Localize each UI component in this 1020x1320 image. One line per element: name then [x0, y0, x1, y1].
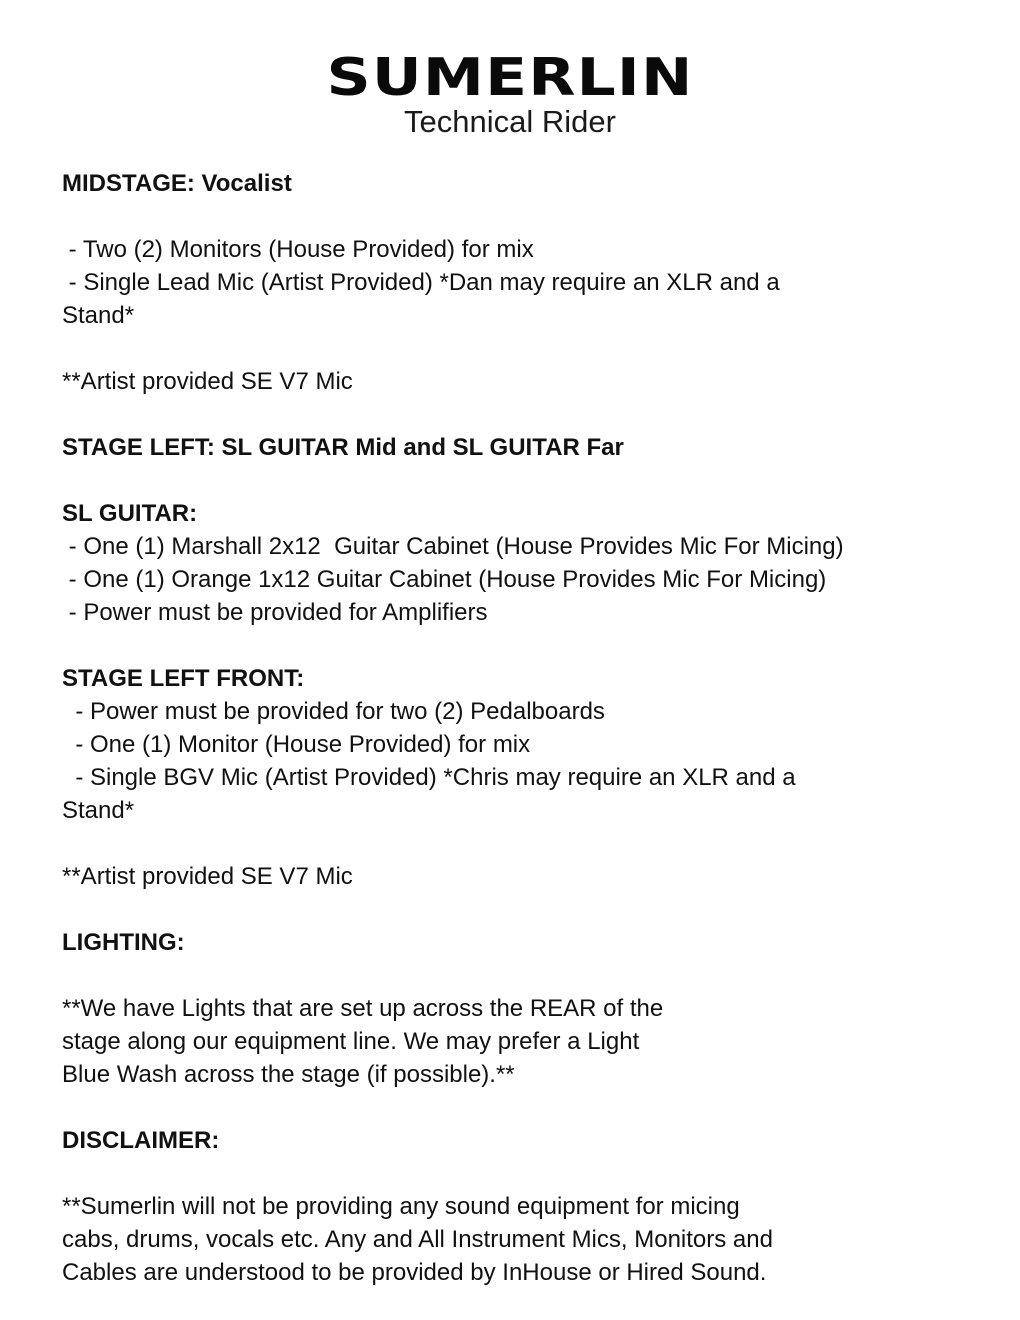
- midstage-item: - Single Lead Mic (Artist Provided) *Dan may require an XLR and a: [62, 269, 780, 296]
- stage-left-front-item: - One (1) Monitor (House Provided) for mix: [62, 731, 531, 758]
- midstage-item: Stand*: [62, 302, 135, 329]
- midstage-note: **Artist provided SE V7 Mic: [62, 368, 353, 395]
- spacer: [62, 629, 962, 662]
- spacer: [62, 464, 962, 497]
- lighting-text: stage along our equipment line. We may prefer a Light: [62, 1028, 640, 1055]
- stage-left-front-note: **Artist provided SE V7 Mic: [62, 863, 353, 890]
- spacer: [62, 959, 962, 992]
- stage-left-front-item: - Power must be provided for two (2) Pedalboards: [62, 698, 605, 725]
- section-heading-stage-left-front: STAGE LEFT FRONT:: [62, 665, 305, 692]
- spacer: [62, 200, 962, 233]
- sl-guitar-item: - One (1) Marshall 2x12 Guitar Cabinet (House Provides Mic For Micing): [62, 533, 844, 560]
- section-heading-lighting: LIGHTING:: [62, 929, 185, 956]
- disclaimer-text: **Sumerlin will not be providing any sound equipment for micing: [62, 1193, 740, 1220]
- section-heading-midstage: MIDSTAGE: Vocalist: [62, 170, 292, 197]
- disclaimer-text: cabs, drums, vocals etc. Any and All Instrument Mics, Monitors and: [62, 1226, 773, 1253]
- document-header: [0, 50, 1020, 140]
- disclaimer-text: Cables are understood to be provided by InHouse or Hired Sound.: [62, 1259, 767, 1286]
- stage-left-front-item: - Single BGV Mic (Artist Provided) *Chris may require an XLR and a: [62, 764, 796, 791]
- spacer: [62, 827, 962, 860]
- stage-left-front-item: Stand*: [62, 797, 135, 824]
- lighting-text: **We have Lights that are set up across the REAR of the: [62, 995, 664, 1022]
- spacer: [62, 332, 962, 365]
- document-subtitle: Technical Rider: [404, 104, 616, 139]
- spacer: [62, 893, 962, 926]
- section-heading-disclaimer: DISCLAIMER:: [62, 1127, 220, 1154]
- section-heading-stage-left: STAGE LEFT: SL GUITAR Mid and SL GUITAR Far: [62, 434, 624, 461]
- sl-guitar-item: - One (1) Orange 1x12 Guitar Cabinet (House Provides Mic For Micing): [62, 566, 827, 593]
- spacer: [62, 398, 962, 431]
- band-logo-title: SUMERLIN: [326, 48, 694, 108]
- lighting-text: Blue Wash across the stage (if possible).**: [62, 1061, 515, 1088]
- rider-content: [62, 167, 962, 1289]
- section-heading-sl-guitar: SL GUITAR:: [62, 500, 198, 527]
- spacer: [62, 1091, 962, 1124]
- midstage-item: - Two (2) Monitors (House Provided) for mix: [62, 236, 534, 263]
- sl-guitar-item: - Power must be provided for Amplifiers: [62, 599, 488, 626]
- spacer: [62, 1157, 962, 1190]
